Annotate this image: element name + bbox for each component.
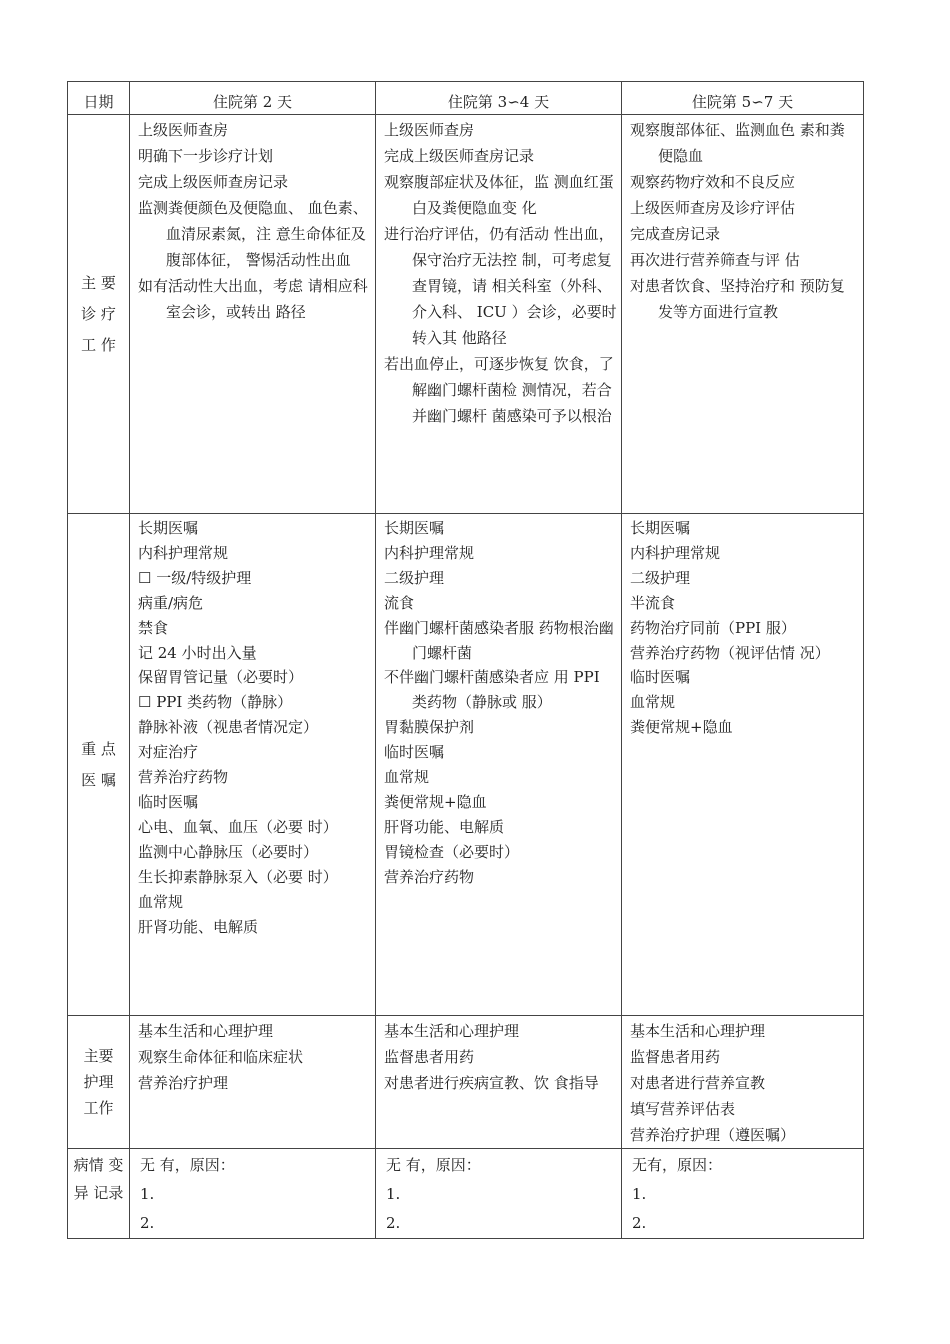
cell-line: 无 有，原因： (140, 1156, 235, 1174)
cell-line: 营养治疗药物 (138, 768, 229, 787)
nursing-day3-4 (376, 1016, 622, 1149)
cell-line: 进行治疗评估，仍有活动 性出血，保守治疗无法控 制，可考虑复查胃镜，请 相关科室（外科、介入科、 ICU ）会诊，必要时转入其 他路径 (384, 225, 617, 347)
cell-line: 监测粪便颜色及便隐血、 血色素、血清尿素氮，注 意生命体征及腹部体征， 警惕活动性出血 (138, 199, 368, 269)
cell-line: 内科护理常规 (384, 543, 475, 562)
cell-line: 观察生命体征和临床症状 (138, 1048, 304, 1066)
cell-line: 内科护理常规 (630, 543, 721, 562)
cell-line: 血常规 (384, 768, 430, 787)
cell-line: 胃黏膜保护剂 (384, 718, 475, 737)
main-work-row (68, 115, 864, 514)
cell-line: 药物治疗同前（PPI 服） (630, 618, 796, 637)
cell-line: 临时医嘱 (630, 668, 691, 687)
cell-line: 禁食 (138, 618, 169, 637)
nursing-day5-7 (622, 1016, 864, 1149)
row-label-line: 重 点 (81, 739, 116, 758)
cell-line: 对症治疗 (138, 743, 199, 762)
cell-line: 观察腹部症状及体征，监 测血红蛋白及粪便隐血变 化 (384, 173, 614, 217)
cell-line: 上级医师查房及诊疗评估 (630, 199, 796, 217)
nursing-row (68, 1016, 864, 1149)
cell-line: ☐ PPI 类药物（静脉） (138, 693, 293, 712)
cell-line: 完成上级医师查房记录 (384, 147, 535, 165)
row-label-line: 诊 疗 (81, 304, 116, 323)
cell-line: 保留胃管记量（必要时） (138, 668, 304, 687)
row-label-line: 工 作 (81, 335, 116, 354)
main-work-day3-4 (376, 115, 622, 514)
cell-line: ☐ 一级/特级护理 (138, 568, 252, 587)
cell-line: 长期医嘱 (138, 519, 199, 537)
cell-line: 营养治疗药物（视评估情 况） (630, 643, 830, 662)
cell-line: 粪便常规+隐血 (630, 718, 733, 737)
cell-line: 无有，原因： (632, 1156, 723, 1174)
cell-line: 基本生活和心理护理 (384, 1022, 520, 1040)
cell-line: 长期医嘱 (630, 519, 691, 537)
cell-line: 1. (386, 1185, 401, 1203)
cell-line: 病重/病危 (138, 593, 204, 612)
cell-line: 观察腹部体征、监测血色 素和粪便隐血 (630, 121, 845, 165)
cell-line: 心电、血氧、血压（必要 时） (138, 817, 338, 836)
cell-line: 生长抑素静脉泵入（必要 时） (138, 867, 338, 886)
cell-line: 监督患者用药 (384, 1048, 475, 1066)
row-label-line: 主 要 (81, 273, 116, 292)
main-work-day5-7 (622, 115, 864, 514)
cell-line: 上级医师查房 (384, 121, 475, 139)
variation-day2 (130, 1149, 376, 1239)
cell-line: 2. (140, 1214, 155, 1232)
clinical-pathway-table (67, 81, 864, 1239)
cell-line: 长期医嘱 (384, 519, 445, 537)
cell-line: 内科护理常规 (138, 543, 229, 562)
cell-line: 肝肾功能、电解质 (138, 917, 259, 936)
cell-line: 监督患者用药 (630, 1048, 721, 1066)
key-orders-day5-7 (622, 514, 864, 1016)
main-work-label (68, 115, 130, 514)
cell-line: 基本生活和心理护理 (630, 1022, 766, 1040)
variation-day3-4 (376, 1149, 622, 1239)
cell-line: 营养治疗护理（遵医嘱） (630, 1126, 796, 1144)
date-header: 日期 (68, 82, 130, 115)
cell-line: 对患者饮食、坚持治疗和 预防复发等方面进行宣教 (630, 277, 845, 321)
key-orders-day3-4 (376, 514, 622, 1016)
cell-line: 肝肾功能、电解质 (384, 817, 505, 836)
cell-line: 如有活动性大出血，考虑 请相应科室会诊，或转出 路径 (138, 277, 368, 321)
row-label-line: 工作 (83, 1099, 114, 1117)
day5-7-header: 住院第 5∽7 天 (622, 82, 864, 115)
row-label-line: 异 记录 (73, 1184, 124, 1202)
cell-line: 监测中心静脉压（必要时） (138, 842, 319, 861)
cell-line: 对患者进行营养宣教 (630, 1074, 766, 1092)
cell-line: 若出血停止，可逐步恢复 饮食，了解幽门螺杆菌检 测情况，若合并幽门螺杆 菌感染可予以根治 (384, 355, 614, 425)
cell-line: 营养治疗药物 (384, 867, 475, 886)
cell-line: 无 有，原因： (386, 1156, 481, 1174)
row-label-line: 主要 (83, 1047, 114, 1065)
cell-line: 上级医师查房 (138, 121, 229, 139)
cell-line: 填写营养评估表 (630, 1100, 736, 1118)
cell-line: 营养治疗护理 (138, 1074, 229, 1092)
cell-line: 胃镜检查（必要时） (384, 842, 520, 861)
cell-line: 静脉补液（视患者情况定） (138, 718, 319, 737)
row-label-line: 医 嘱 (81, 770, 116, 789)
cell-line: 伴幽门螺杆菌感染者服 药物根治幽门螺杆菌 (384, 618, 614, 662)
cell-line: 粪便常规+隐血 (384, 792, 487, 811)
cell-line: 不伴幽门螺杆菌感染者应 用 PPI 类药物（静脉或 服） (384, 668, 600, 712)
key-orders-day2 (130, 514, 376, 1016)
cell-line: 1. (140, 1185, 155, 1203)
row-label-line: 病情 变 (73, 1156, 124, 1174)
cell-line: 血常规 (630, 693, 676, 712)
key-orders-label (68, 514, 130, 1016)
nursing-label (68, 1016, 130, 1149)
cell-line: 2. (632, 1214, 647, 1232)
cell-line: 流食 (384, 593, 415, 612)
key-orders-row (68, 514, 864, 1016)
variation-day5-7 (622, 1149, 864, 1239)
variation-label (68, 1149, 130, 1239)
cell-line: 记 24 小时出入量 (138, 643, 257, 662)
day2-header: 住院第 2 天 (130, 82, 376, 115)
cell-line: 半流食 (630, 593, 676, 612)
cell-line: 明确下一步诊疗计划 (138, 147, 274, 165)
cell-line: 完成查房记录 (630, 225, 721, 243)
cell-line: 临时医嘱 (138, 792, 199, 811)
cell-line: 2. (386, 1214, 401, 1232)
variation-row (68, 1149, 864, 1239)
nursing-day2 (130, 1016, 376, 1149)
main-work-day2 (130, 115, 376, 514)
cell-line: 完成上级医师查房记录 (138, 173, 289, 191)
cell-line: 观察药物疗效和不良反应 (630, 173, 796, 191)
cell-line: 1. (632, 1185, 647, 1203)
cell-line: 二级护理 (384, 568, 445, 587)
cell-line: 血常规 (138, 892, 184, 911)
cell-line: 基本生活和心理护理 (138, 1022, 274, 1040)
cell-line: 二级护理 (630, 568, 691, 587)
cell-line: 再次进行营养筛查与评 估 (630, 251, 800, 269)
day3-4-header: 住院第 3∽4 天 (376, 82, 622, 115)
row-label-line: 护理 (83, 1073, 114, 1091)
header-row (68, 82, 864, 115)
cell-line: 临时医嘱 (384, 743, 445, 762)
cell-line: 对患者进行疾病宣教、饮 食指导 (384, 1074, 599, 1092)
